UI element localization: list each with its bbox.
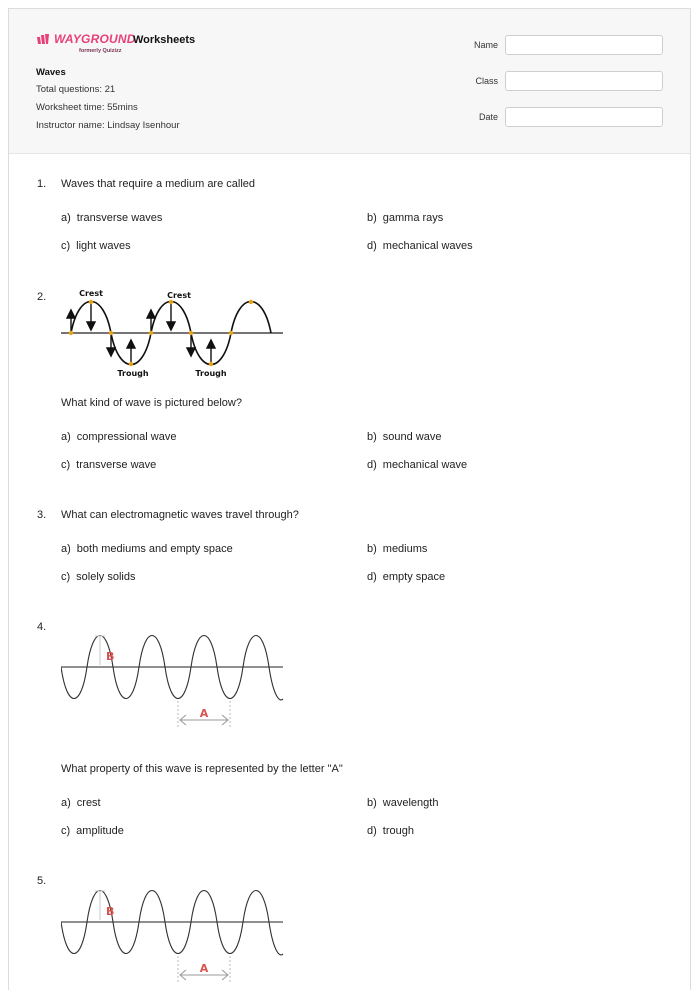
question-text: What property of this wave is represented by the letter "A"	[61, 763, 343, 775]
question-text: What can electromagnetic waves travel through?	[61, 509, 299, 521]
answer-option[interactable]: c) transverse wave	[61, 459, 157, 471]
question-number: 3.	[37, 509, 47, 521]
worksheet-title: Waves	[36, 67, 66, 78]
brand-logo	[37, 30, 136, 54]
date-field[interactable]	[505, 107, 663, 127]
trough-label: Trough	[195, 369, 227, 378]
transverse-wave-diagram	[61, 286, 291, 378]
answer-option[interactable]: d) mechanical wave	[367, 459, 468, 471]
name-label: Name	[473, 40, 498, 50]
wavelength-diagram	[61, 874, 286, 989]
answer-option[interactable]: a) compressional wave	[61, 431, 177, 443]
answer-option[interactable]: b) wavelength	[367, 797, 439, 809]
label-b: B	[106, 650, 115, 663]
worksheet-header	[9, 9, 690, 154]
question-number: 5.	[37, 875, 47, 887]
question-number: 1.	[37, 178, 47, 190]
total-questions: Total questions: 21	[36, 84, 116, 95]
crest-label: Crest	[79, 289, 103, 298]
name-field[interactable]	[505, 35, 663, 55]
brand-mark-icon	[37, 34, 51, 44]
answer-option[interactable]: b) sound wave	[367, 431, 442, 443]
brand-name: WAYGROUND	[54, 32, 136, 46]
label-a: A	[199, 707, 209, 720]
worksheet	[8, 8, 691, 990]
answer-option[interactable]: c) light waves	[61, 240, 131, 252]
worksheet-time: Worksheet time: 55mins	[36, 102, 138, 113]
question-text: Waves that require a medium are called	[61, 178, 256, 190]
answer-option[interactable]: d) trough	[367, 825, 414, 837]
answer-option[interactable]: a) both mediums and empty space	[61, 543, 233, 555]
label-b: B	[106, 905, 115, 918]
instructor-name: Instructor name: Lindsay Isenhour	[36, 120, 180, 131]
answer-option[interactable]: d) empty space	[367, 571, 446, 583]
question-number: 4.	[37, 621, 47, 633]
answer-option[interactable]: a) crest	[61, 797, 101, 809]
answer-option[interactable]: b) mediums	[367, 543, 428, 555]
trough-label: Trough	[117, 369, 149, 378]
answer-option[interactable]: a) transverse waves	[61, 212, 163, 224]
wavelength-diagram	[61, 619, 286, 743]
crest-label: Crest	[167, 291, 191, 300]
brand-subtitle: formerly Quizizz	[79, 48, 122, 54]
question-number: 2.	[37, 291, 47, 303]
class-field[interactable]	[505, 71, 663, 91]
worksheets-label: Worksheets	[133, 34, 196, 46]
date-label: Date	[478, 112, 498, 122]
answer-option[interactable]: c) amplitude	[61, 825, 124, 837]
label-a: A	[199, 962, 209, 975]
class-label: Class	[475, 76, 498, 86]
answer-option[interactable]: b) gamma rays	[367, 212, 444, 224]
answer-option[interactable]: c) solely solids	[61, 571, 136, 583]
answer-option[interactable]: d) mechanical waves	[367, 240, 473, 252]
question-text: What kind of wave is pictured below?	[61, 397, 242, 409]
